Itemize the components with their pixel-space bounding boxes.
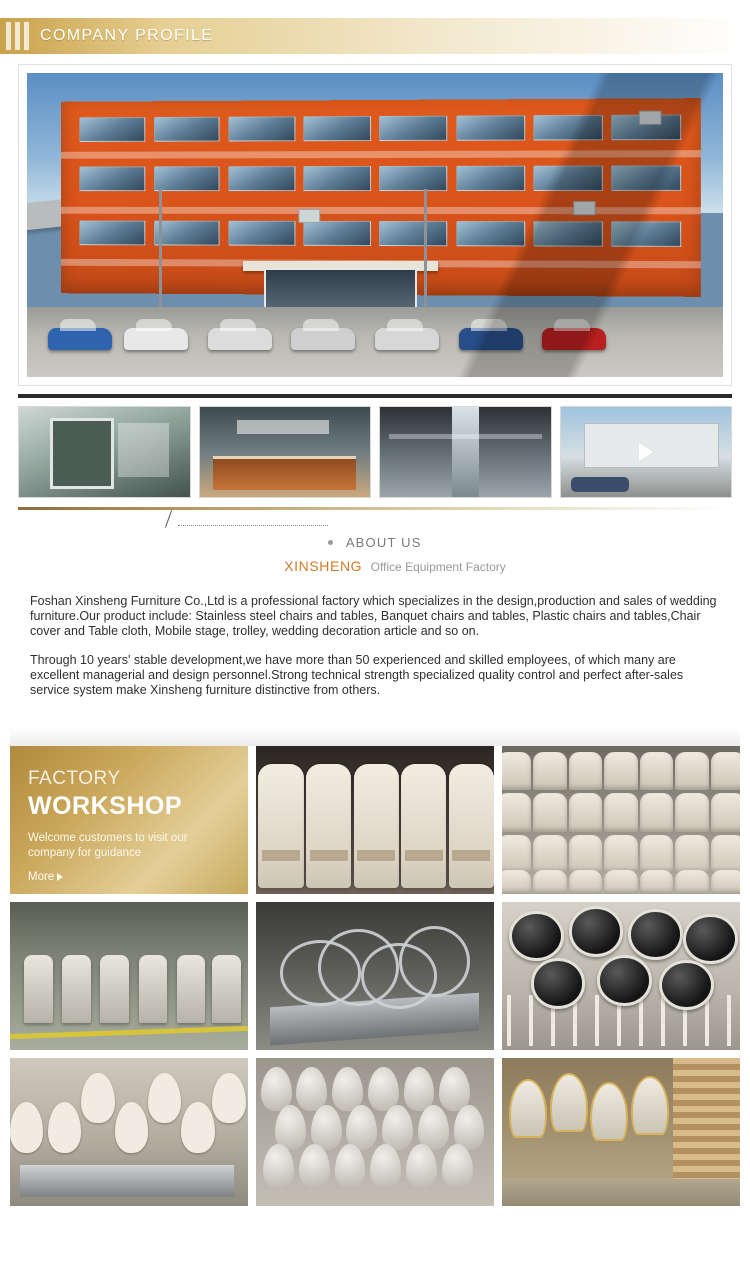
arrow-right-icon (57, 873, 63, 881)
air-conditioner-unit (639, 111, 662, 125)
thumbnail-office-corridor[interactable] (379, 406, 552, 498)
about-us-heading (0, 534, 750, 552)
air-conditioner-unit (573, 202, 596, 216)
window-row (79, 221, 681, 248)
photo-gold-rim-chairs-with-wood[interactable] (502, 1058, 740, 1206)
bullet-icon (328, 540, 333, 545)
more-label: More (28, 871, 55, 883)
factory-building-photo (27, 73, 723, 377)
parked-car (208, 328, 272, 350)
divider (18, 394, 732, 398)
more-link[interactable] (28, 871, 230, 883)
photo-white-heart-back-frames[interactable] (10, 1058, 248, 1206)
parked-car (291, 328, 355, 350)
pointer-line (165, 510, 172, 527)
thumbnail-showroom-entrance[interactable] (18, 406, 191, 498)
factory-workshop-promo-card (10, 746, 248, 894)
parked-car (542, 328, 606, 350)
brand-line (40, 558, 750, 576)
light-pole (159, 189, 162, 317)
page-title: COMPANY PROFILE (40, 27, 214, 44)
section-fade (10, 728, 740, 746)
about-paragraph-1: Foshan Xinsheng Furniture Co.,Ltd is a professional factory which specializes in the design,production and sales of wedding furniture.Our product include: Stainless steel chairs and tables, Banquet chairs and tables, Plastic chairs and tables,Chair cover and Table cloth, Mobile stage, trolley, wedding decoration article and so on. (30, 594, 717, 638)
thumbnail-factory-exterior[interactable] (560, 406, 733, 498)
brand-subtitle: Office Equipment Factory (370, 560, 506, 574)
hero-image-frame (18, 64, 732, 386)
about-paragraph-2: Through 10 years' stable development,we have more than 50 experienced and skilled employees, of which many are excellent managerial and design personnel.Strong technical strength specialized quality control and perfect after-sales service system make Xinsheng furniture distinctive from others. (30, 653, 684, 697)
photo-workshop-floor-chair-stacks[interactable] (10, 902, 248, 1050)
thumbnail-reception-desk[interactable] (199, 406, 372, 498)
promo-line-2: WORKSHOP (28, 792, 182, 820)
facade-band (61, 150, 701, 159)
pointer-decoration (18, 510, 732, 532)
photo-stacked-white-chairs[interactable] (502, 746, 740, 894)
light-pole (424, 189, 427, 317)
photo-white-banquet-chairs-closeup[interactable] (256, 746, 494, 894)
promo-line-1: FACTORY (28, 768, 121, 789)
decorative-bars-icon (0, 18, 40, 54)
brand-name: XINSHENG (284, 558, 363, 574)
window-row (79, 114, 681, 142)
facade-band (61, 207, 701, 214)
workshop-gallery-grid (10, 746, 740, 1206)
parked-car (375, 328, 439, 350)
photo-grey-heart-back-chairs[interactable] (256, 1058, 494, 1206)
photo-black-round-seat-chairs[interactable] (502, 902, 740, 1050)
about-us-body (30, 594, 720, 698)
about-us-label: ABOUT US (345, 535, 422, 550)
thumbnail-strip (18, 406, 732, 498)
parked-car (459, 328, 523, 350)
pointer-dots (178, 525, 328, 526)
promo-line-3: Welcome customers to visit our company for guidance (28, 832, 188, 859)
parked-car (48, 328, 112, 350)
page-header-band (0, 18, 750, 54)
air-conditioner-unit (299, 209, 321, 223)
play-icon[interactable] (639, 443, 653, 461)
window-row (79, 166, 681, 192)
parked-car (124, 328, 188, 350)
photo-steel-chair-frames-pile[interactable] (256, 902, 494, 1050)
